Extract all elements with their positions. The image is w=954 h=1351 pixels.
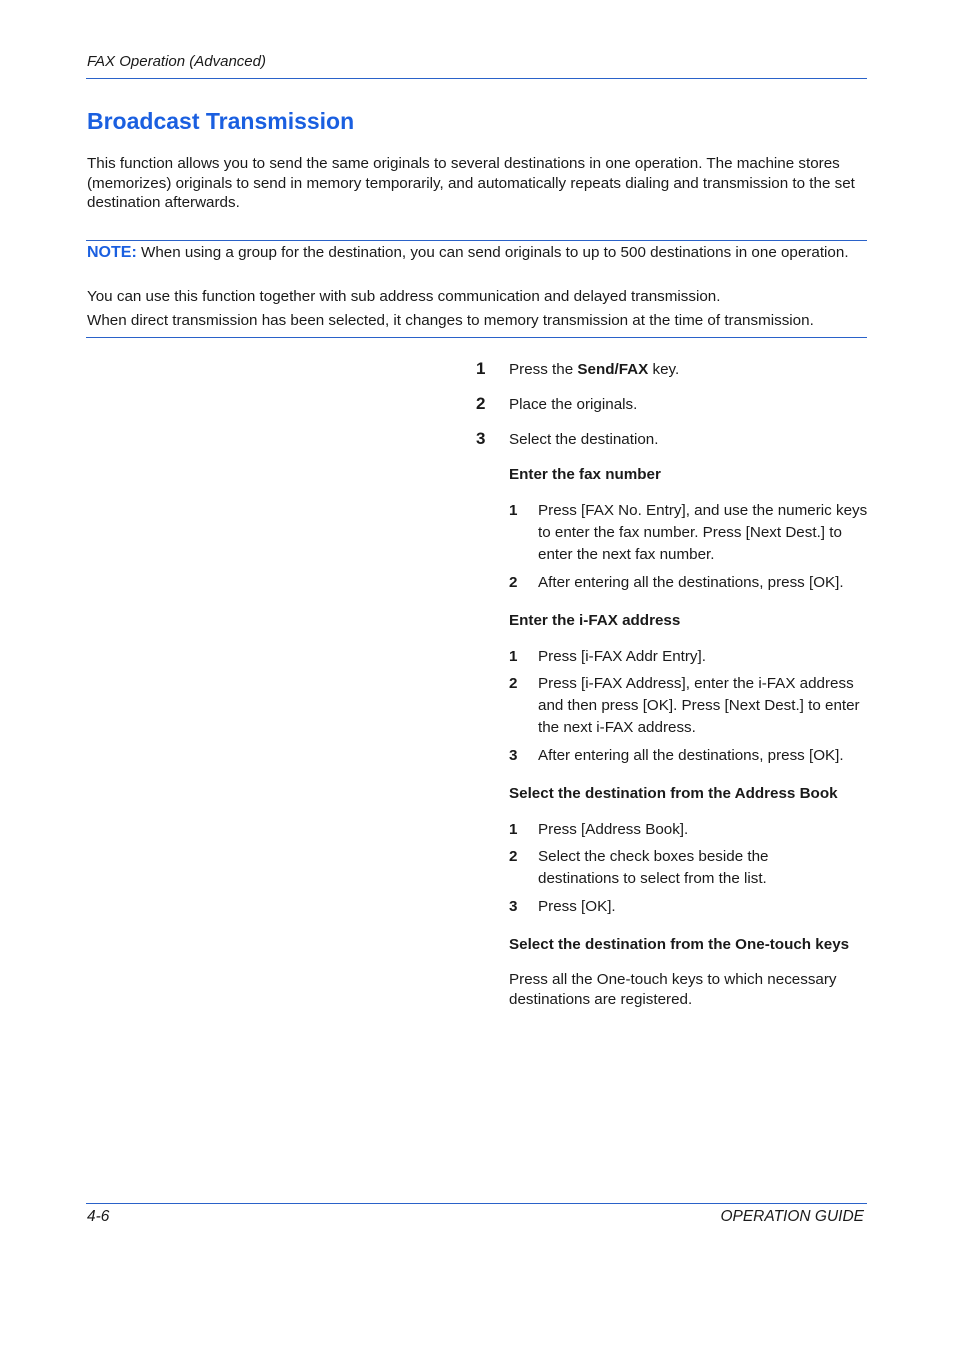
fax-number-item-1-text: Press [FAX No. Entry], and use the numeric keys to enter the fax number. Press [Next Dest.] to enter the next fax number.	[538, 502, 868, 563]
note-paragraph-2: You can use this function together with sub address communication and delayed transmission.	[87, 288, 721, 305]
ifax-item-3-text: After entering all the destinations, press [OK].	[538, 747, 844, 764]
note-top-divider	[86, 240, 867, 241]
fax-number-item-2-text: After entering all the destinations, press [OK].	[538, 574, 844, 591]
address-book-item-2-number: 2	[509, 848, 518, 865]
address-book-item-3-text: Press [OK].	[538, 898, 616, 915]
step-2-text: Place the originals.	[509, 396, 638, 413]
ifax-item-1-number: 1	[509, 648, 518, 665]
note-paragraph-1	[87, 243, 872, 263]
note-text-1: When using a group for the destination, you can send originals to up to 500 destinations in one operation.	[136, 244, 849, 261]
note-paragraph-3: When direct transmission has been selected, it changes to memory transmission at the time of transmission.	[87, 312, 814, 329]
ifax-item-2-number: 2	[509, 675, 518, 692]
address-book-item-1-number: 1	[509, 821, 518, 838]
fax-number-item-1-number: 1	[509, 502, 518, 519]
page-number: 4-6	[87, 1208, 110, 1225]
step-2-number: 2	[476, 394, 486, 413]
address-book-item-2-text: Select the check boxes beside the destinations to select from the list.	[538, 848, 769, 887]
note-label: NOTE:	[87, 244, 137, 261]
guide-name: OPERATION GUIDE	[720, 1208, 864, 1225]
ifax-item-2-text: Press [i-FAX Address], enter the i-FAX address and then press [OK]. Press [Next Dest.] to enter the next i-FAX address.	[538, 675, 860, 736]
ifax-item-3-number: 3	[509, 747, 518, 764]
running-header: FAX Operation (Advanced)	[87, 53, 266, 70]
step-3-text: Select the destination.	[509, 431, 659, 448]
fax-number-heading: Enter the fax number	[509, 466, 661, 483]
header-divider	[86, 78, 867, 79]
address-book-item-3-number: 3	[509, 898, 518, 915]
one-touch-heading: Select the destination from the One-touch keys	[509, 936, 850, 953]
note-bottom-divider	[86, 337, 867, 338]
one-touch-paragraph: Press all the One-touch keys to which necessary destinations are registered.	[509, 971, 837, 1008]
ifax-heading: Enter the i-FAX address	[509, 612, 681, 629]
step-1-pre: Press the	[509, 361, 578, 378]
ifax-item-1-text: Press [i-FAX Addr Entry].	[538, 648, 706, 665]
fax-number-item-2-number: 2	[509, 574, 518, 591]
intro-paragraph: This function allows you to send the same originals to several destinations in one operation. The machine stores (memorizes) originals to send in memory temporarily, and automatically repeats dialing and transmission to the set destination afterwards.	[87, 155, 855, 211]
send-fax-key-label: Send/FAX	[577, 361, 649, 378]
page-title: Broadcast Transmission	[87, 108, 355, 134]
step-1-text	[509, 360, 679, 380]
step-3-number: 3	[476, 429, 486, 448]
step-1-number: 1	[476, 359, 486, 378]
footer-divider	[86, 1203, 867, 1204]
step-1-post: key.	[648, 361, 680, 378]
address-book-item-1-text: Press [Address Book].	[538, 821, 689, 838]
address-book-heading: Select the destination from the Address Book	[509, 785, 838, 802]
